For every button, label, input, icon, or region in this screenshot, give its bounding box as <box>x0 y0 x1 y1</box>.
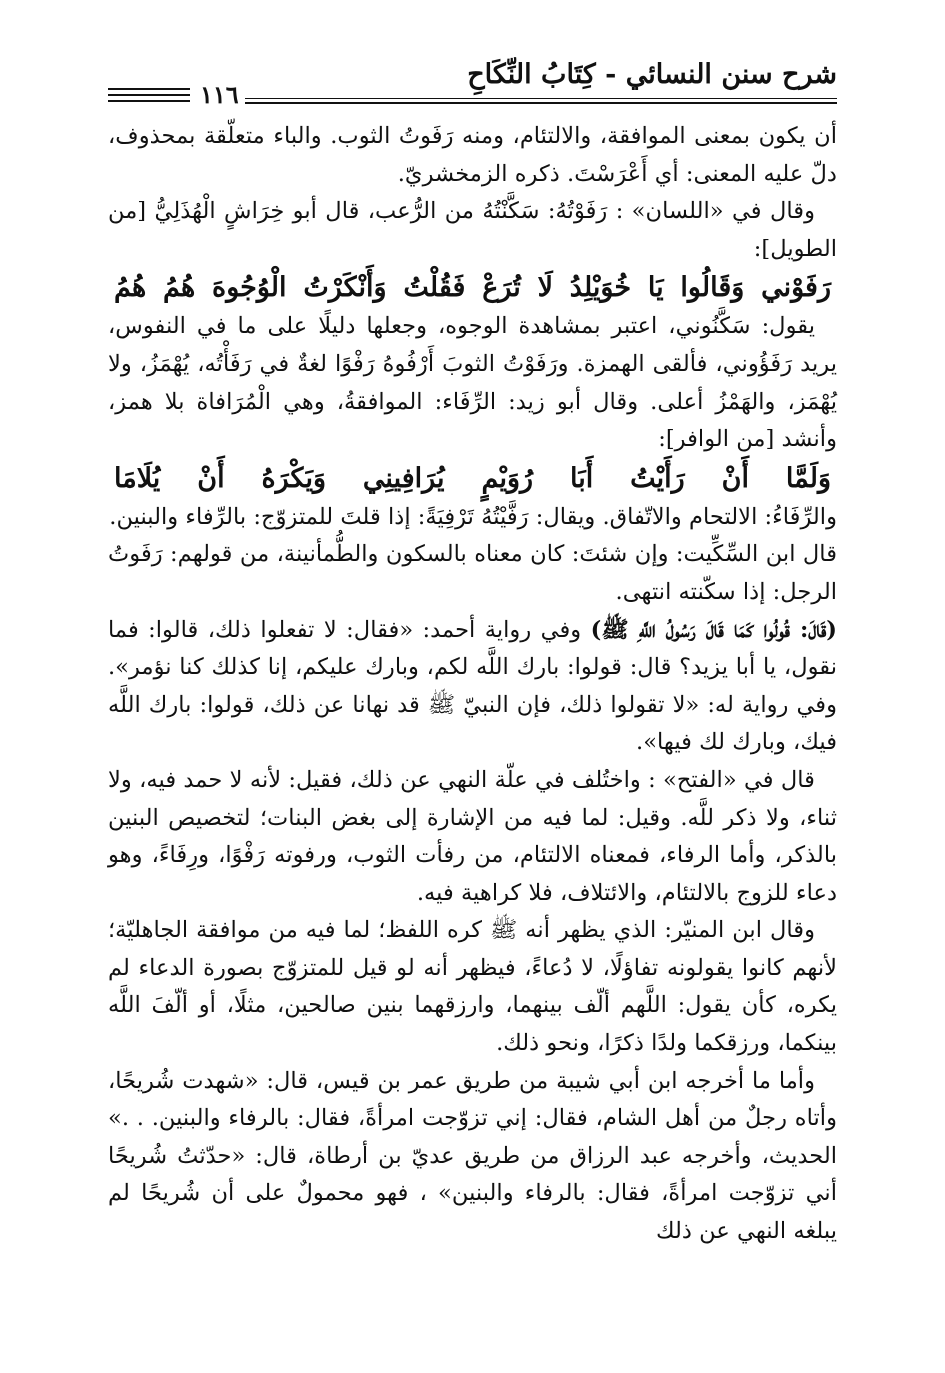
paragraph-text: وفي رواية أحمد: «فقال: لا تفعلوا ذلك، قالوا: فما نقول، يا أبا يزيد؟ قال: قولوا: بارك اللَّه لكم، وبارك عليكم، إنا كذلك كنا نؤمر». وفي رواية له: «لا تقولوا ذلك، فإن النبيّ ﷺ قد نهانا عن ذلك، قولوا: بارك اللَّه فيك، وبارك لك فيها». <box>108 616 837 756</box>
paragraph: وقال في «اللسان» : رَفَوْتُهُ: سَكَّنْتُهُ من الرُّعب، قال أبو خِرَاشٍ الْهُذَلِيُّ [من الطويل]: <box>108 198 837 262</box>
running-header <box>108 58 837 109</box>
page-number-ornament <box>108 84 190 106</box>
page-number: ١١٦ <box>200 80 239 109</box>
poetry-verse: رَفَوْني وَقَالُوا يَا خُوَيْلِدُ لَا تُرَعْ فَقُلْتُ وَأَنْكَرْتُ الْوُجُوهَ هُمُ هُمُ <box>114 272 831 304</box>
paragraph: أن يكون بمعنى الموافقة، والالتئام، ومنه رَفَوتُ الثوب. والباء متعلّقة بمحذوف، دلّ عليه المعنى: أي أَعْرَسْتَ. ذكره الزمخشريّ. <box>108 123 837 187</box>
page-body <box>108 118 837 1251</box>
paragraph: وأما ما أخرجه ابن أبي شيبة من طريق عمر بن قيس، قال: «شهدت شُريحًا، وأتاه رجلٌ من أهل الشام، فقال: إني تزوّجت امرأةً، فقال: بالرفاء والبنين. . .» الحديث، وأخرجه عبد الرزاق من طريق عديّ بن أرطاة، قال: «حدّثتُ شُريحًا أني تزوّجت امرأةً، فقال: بالرفاء والبنين» ، فهو محمولٌ على أن شُريحًا لم يبلغه النهي عن ذلك <box>108 1067 837 1245</box>
hadith-quote: (قَالَ: قُولُوا كَمَا قَالَ رَسُولُ اللَّهِ ﷺ) <box>590 616 837 643</box>
paragraph: والرِّفَاءُ: الالتحام والاتّفاق. ويقال: رَفَّيْتُهُ تَرْفِيَةً: إذا قلتَ للمتزوّج: بالرِّفاء والبنين. <box>109 503 837 530</box>
paragraph: يقول: سَكَّنُوني، اعتبر بمشاهدة الوجوه، وجعلها دليلًا على ما في النفوس، يريد رَفَؤُوني، فألقى الهمزة. ورَفَوْتُ الثوبَ أَرْفُوهُ رَفْوًا لغةٌ في رَفَأْتُه، يُهْمَزُ، ولا يُهْمَز، والهَمْزُ أعلى. وقال أبو زيد: الرِّفَاء: الموافقةُ، وهي الْمُرَافاة بلا همز، وأنشد [من الوافر]: <box>108 313 837 453</box>
header-title: شرح سنن النسائي - كِتَابُ النِّكَاحِ <box>467 59 837 90</box>
poetry-verse: وَلَمَّا أَنْ رَأَيْتُ أَبَا رُوَيْمٍ يُرَافِينِي وَيَكْرَهُ أَنْ يُلَامَا <box>114 462 831 494</box>
paragraph: وقال ابن المنيّر: الذي يظهر أنه ﷺ كره اللفظ؛ لما فيه من موافقة الجاهليّة؛ لأنهم كانوا يقولونه تفاؤلًا، لا دُعاءً، فيظهر أنه لو قيل للمتزوّج بصورة الدعاء لم يكره، كأن يقول: اللَّهم ألّف بينهما، وارزقهما بنين صالحين، مثلًا، أو ألّفَ اللَّه بينكما، ورزقكما ولدًا ذكرًا، ونحو ذلك. <box>108 917 837 1057</box>
paragraph: قال ابن السِّكِّيت: وإن شئتَ: كان معناه بالسكون والطُّمأنينة، من قولهم: رَفَوتُ الرجل: إذا سكّنته انتهى. <box>108 541 837 605</box>
paragraph <box>108 612 837 762</box>
paragraph: قال في «الفتح» : واختُلف في علّة النهي عن ذلك، فقيل: لأنه لا حمد فيه، ولا ثناء، ولا ذكر للَّه. وقيل: لما فيه من الإشارة إلى بغض البنات؛ لتخصيص البنين بالذكر، وأما الرفاء، فمعناه الالتئام، من رفأت الثوب، ورفوته رَفْوًا، ورِفَاءً، وهو دعاء للزوج بالالتئام، والائتلاف، فلا كراهية فيه. <box>108 766 837 906</box>
page-number-block <box>108 82 245 108</box>
